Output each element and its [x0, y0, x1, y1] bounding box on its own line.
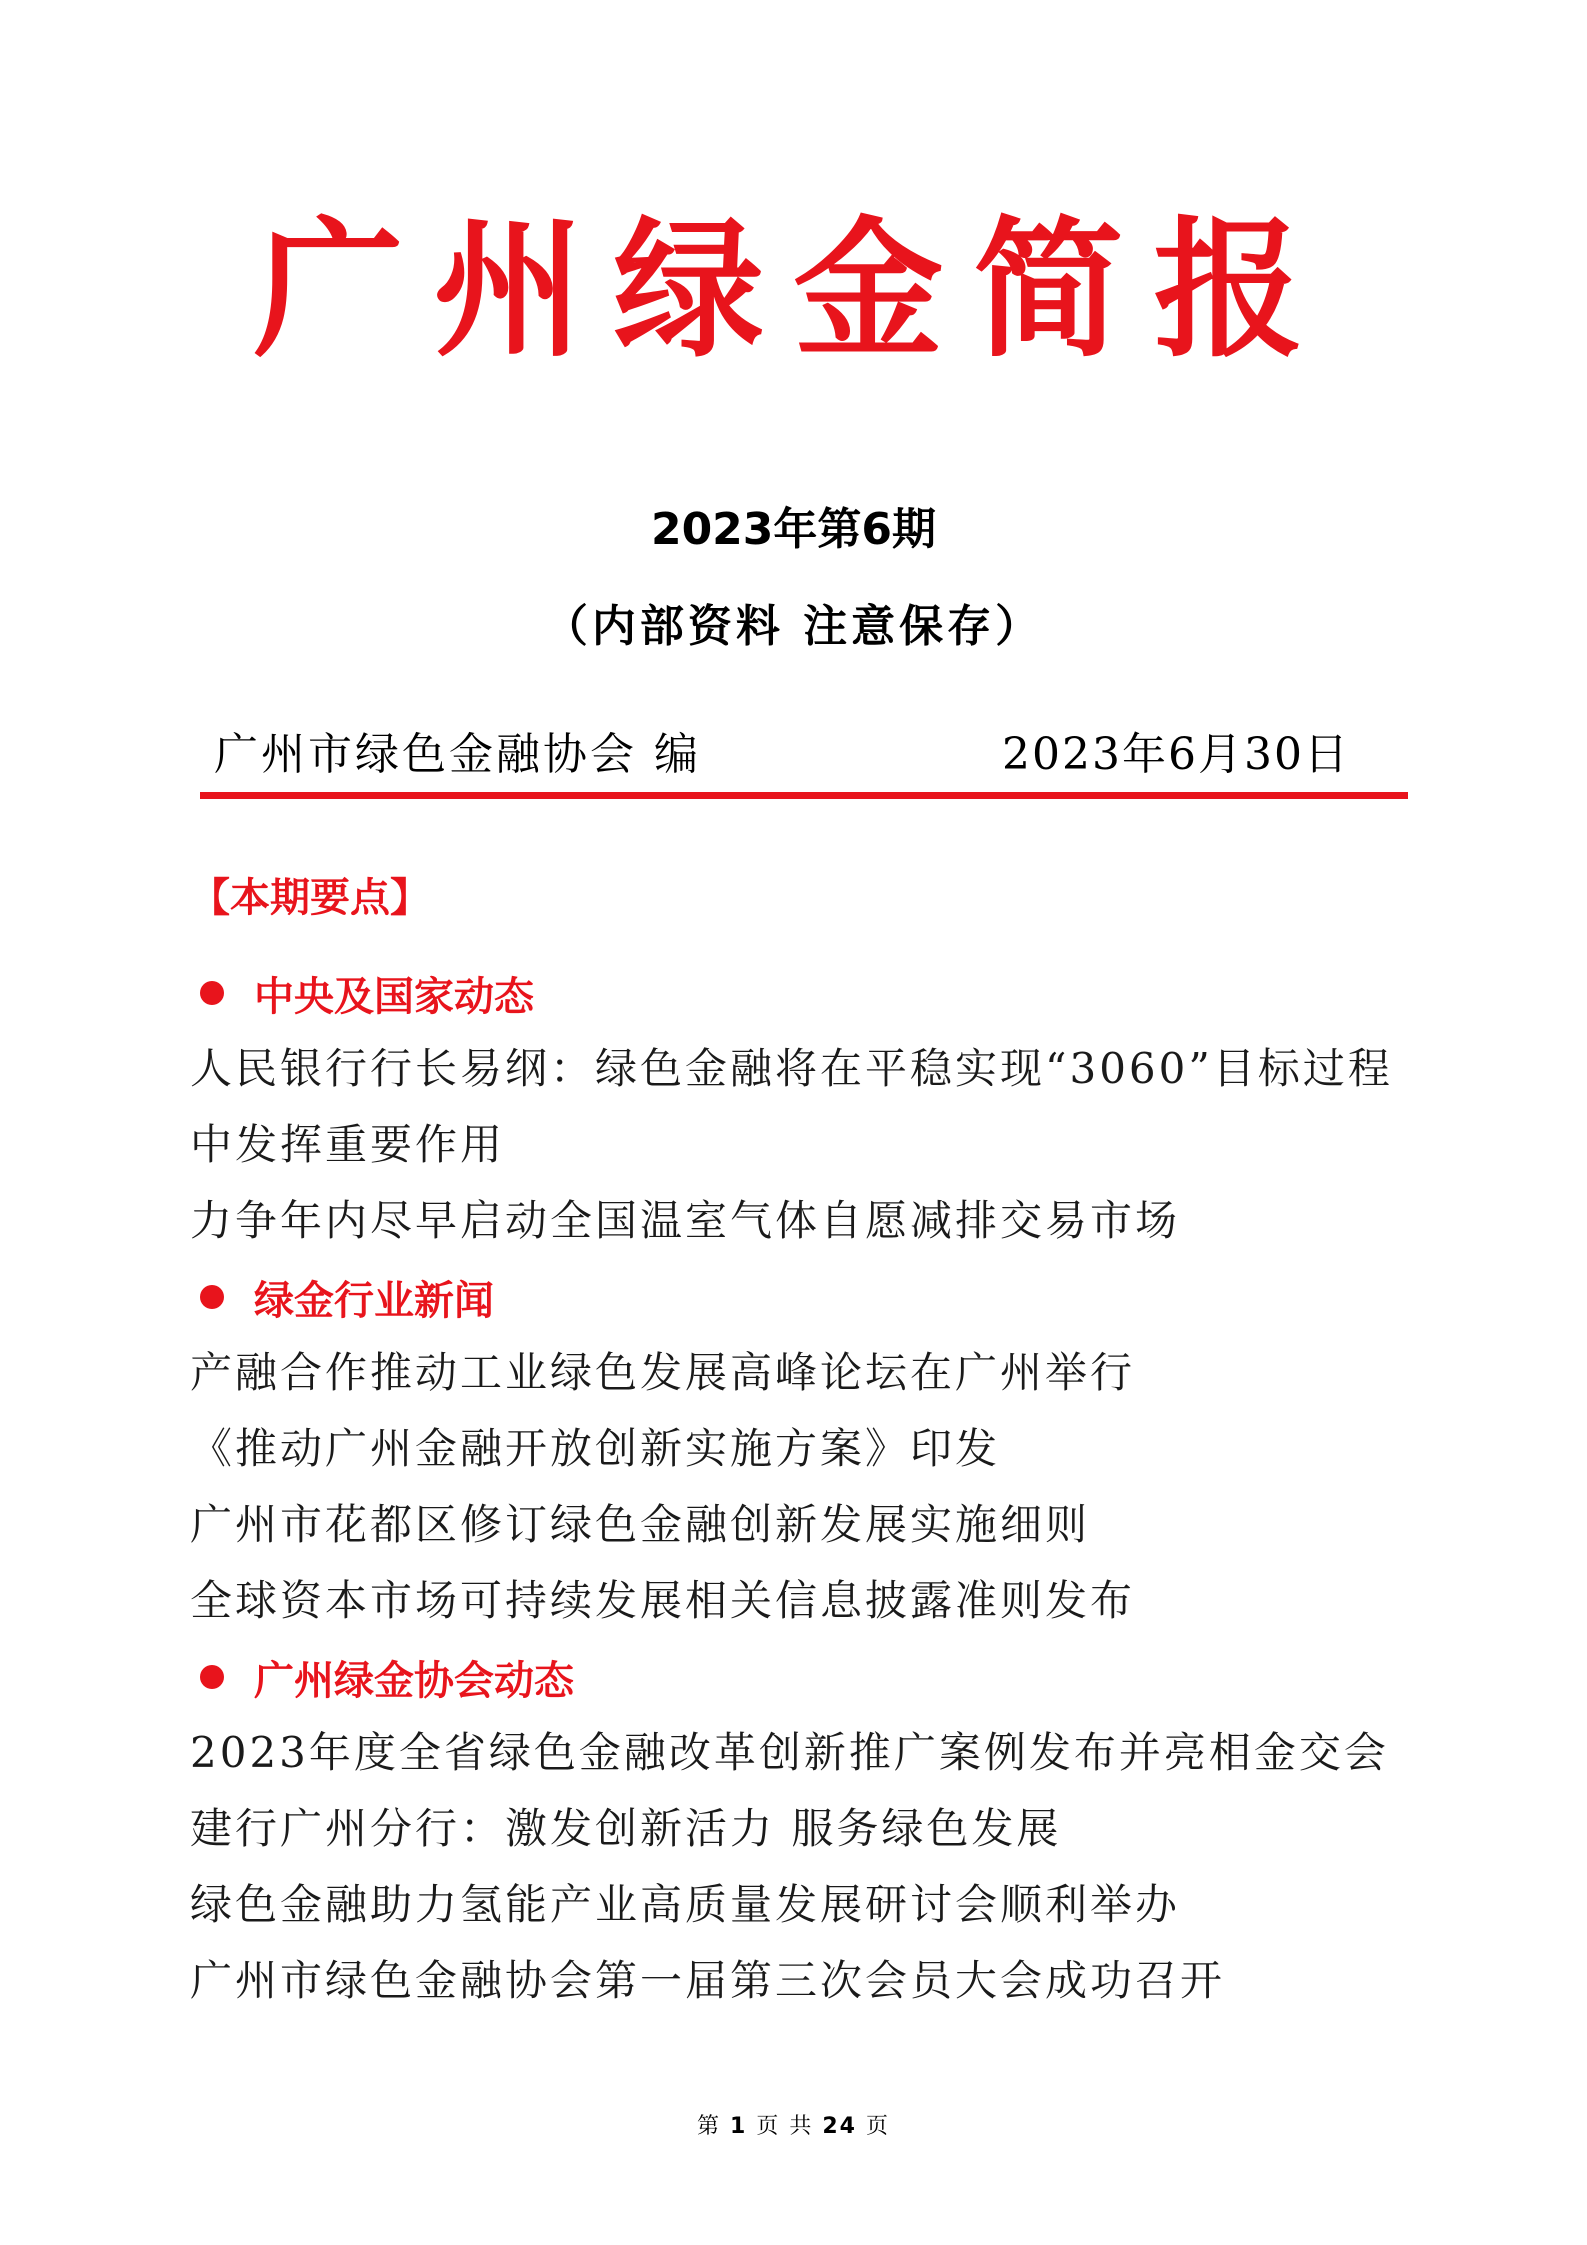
section-title: 广州绿金协会动态	[254, 1657, 574, 1704]
highlights-title: 【本期要点】	[190, 875, 430, 921]
highlights-list	[190, 955, 1420, 2019]
list-item: 《推动广州金融开放创新实施方案》印发	[190, 1424, 1001, 1473]
footer-middle: 页 共	[756, 2114, 814, 2139]
total-page-count: 24	[822, 2114, 857, 2139]
section-heading	[190, 1639, 1420, 1715]
page-footer	[0, 2116, 1587, 2138]
section-industry	[190, 1259, 1420, 1639]
red-divider	[200, 792, 1408, 799]
bullet-icon	[200, 1665, 224, 1689]
list-item: 建行广州分行：激发创新活力 服务绿色发展	[190, 1804, 1062, 1853]
editor: 广州市绿色金融协会 编	[214, 729, 701, 780]
footer-suffix: 页	[865, 2114, 890, 2139]
section-association	[190, 1639, 1420, 2019]
section-title: 绿金行业新闻	[254, 1277, 494, 1324]
list-item: 人民银行行长易纲：绿色金融将在平稳实现“3060”目标过程中发挥重要作用	[190, 1044, 1393, 1169]
current-page-number: 1	[730, 2114, 748, 2139]
issue-number: 2023年第6期	[650, 504, 937, 555]
bullet-icon	[200, 981, 224, 1005]
list-item: 产融合作推动工业绿色发展高峰论坛在广州举行	[190, 1348, 1136, 1397]
list-item: 2023年度全省绿色金融改革创新推广案例发布并亮相金交会	[190, 1728, 1389, 1777]
section-title: 中央及国家动态	[254, 973, 534, 1020]
list-item: 广州市花都区修订绿色金融创新发展实施细则	[190, 1500, 1091, 1549]
bullet-icon	[200, 1285, 224, 1309]
masthead-title: 广州绿金简报	[253, 202, 1334, 378]
section-heading	[190, 955, 1420, 1031]
publication-date: 2023年6月30日	[1002, 729, 1350, 780]
list-item: 全球资本市场可持续发展相关信息披露准则发布	[190, 1576, 1136, 1625]
list-item: 力争年内尽早启动全国温室气体自愿减排交易市场	[190, 1196, 1181, 1245]
section-heading	[190, 1259, 1420, 1335]
footer-prefix: 第	[697, 2114, 722, 2139]
list-item: 广州市绿色金融协会第一届第三次会员大会成功召开	[190, 1956, 1226, 2005]
list-item: 绿色金融助力氢能产业高质量发展研讨会顺利举办	[190, 1880, 1181, 1929]
section-national	[190, 955, 1420, 1259]
editor-line	[200, 729, 1380, 793]
confidential-note: （内部资料 注意保存）	[543, 601, 1044, 652]
